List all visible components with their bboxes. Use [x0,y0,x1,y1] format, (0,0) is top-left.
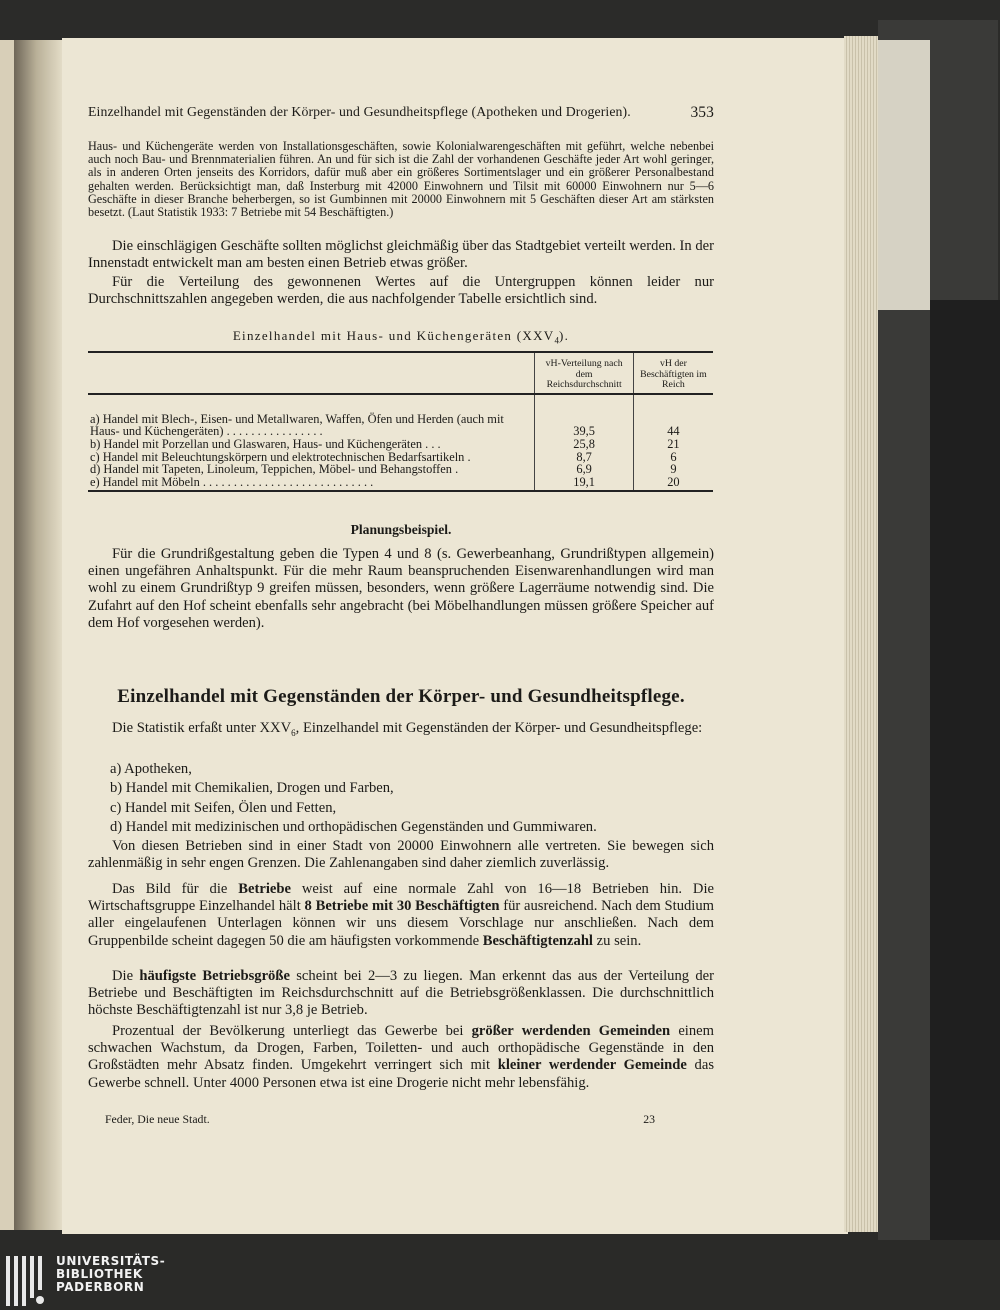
picture-paragraph [88,881,714,950]
bold-run: Beschäftigtenzahl [482,932,593,949]
page-number: 353 [690,104,714,121]
footer-signature: 23 [643,1112,655,1126]
section-intro-b: , Einzelhandel mit Gegenständen der Körper- und Gesundheitspflege: [295,720,703,736]
list-item: d) Handel mit medizinischen und orthopädischen Gegenständen und Gummiwaren. [110,819,597,836]
text-run: weist auf eine normale Zahl von 16—18 Betrieben hin. Die Wirtschaftsgruppe Einzelhandel hält [88,881,715,915]
size-paragraph [88,968,714,1020]
bold-run: 8 Betriebe mit 30 Beschäftigten [304,898,500,915]
logo-line-1: UNIVERSITÄTS- [56,1254,166,1268]
bold-run: kleiner werdender Gemeinde [497,1057,687,1074]
page-stack-edge [844,36,878,1232]
section-intro-paragraph [88,720,714,742]
table-title [88,328,714,346]
row-label: c) Handel mit Beleuchtungskörpern und elektrotechnischen Bedarfsartikeln . [90,449,471,464]
percent-paragraph [88,1023,714,1092]
library-logo-text [56,1255,165,1294]
intro-small-paragraph: Haus- und Küchengeräte werden von Installationsgeschäften, sowie Kolonialwarengeschäften mit geführt, welche nebenbei auch noch Bau- und Brennmaterialien führen. An und für sich ist die Zahl der vorhandenen Geschäfte jeder Art wohl geringer, als in anderen Orten jenseits des Korridors, dafür muß aber ein größeres Sortimentslager und ein größerer Personalbestand gehalten werden. Berücksichtigt man, daß Insterburg mit 42000 Einwohnern und Tilsit mit 60000 Einwohnern nur 5—6 Geschäfte in dieser Branche beherbergen, so ist Gumbinnen mit 20000 Einwohnern mit 5 Geschäften dieser Art am stärksten besetzt. (Laut Statistik 1933: 7 Betriebe mit 54 Beschäftigten.) [88,139,714,220]
row-share: 8,7 [535,451,633,464]
list-item: a) Apotheken, [110,761,192,777]
table-row [88,476,713,492]
table-title-end: ). [558,328,570,343]
bold-run: Betriebe [238,881,291,897]
table-header-row [88,352,713,394]
table-row [88,438,713,451]
list-item: c) Handel mit Seifen, Ölen und Fetten, [110,799,337,816]
table-header-share: vH-Verteilung nach dem Reichsdurchschnitt [535,352,633,394]
row-label: d) Handel mit Tapeten, Linoleum, Teppichen, Möbel- und Behangstoffen . [90,462,459,477]
subgroups-paragraph [88,274,714,308]
row-employed: 21 [633,438,713,451]
planning-text: Für die Grundrißgestaltung geben die Typen 4 und 8 (s. Gewerbeanhang, Grundrißtypen allgemein) einen ungefähren Anhaltspunkt. Für die mehr Raum beanspruchenden Eisenwarenhandlungen wird man wohl zu einem Grundrißtyp 9 greifen müssen, besonders, wenn größere Lagerräume notwendig sind. Die Zufahrt auf den Hof scheint ebenfalls sehr angebracht (bei Möbelhandlungen müssen größere Speicher auf dem Hof vorgesehen werden). [88,546,714,631]
cover-label-strip [878,40,930,310]
row-employed: 6 [633,451,713,464]
text-run: zu sein. [593,932,642,949]
text-run: scheint bei 2—3 zu liegen. Man erkennt das aus der Verteilung der Betriebe und Beschäftigten im Reichsdurchschnitt auf die Betriebsgrößenklassen. Die durchschnittlich höchste Beschäftigtenzahl ist nur 3,8 je Betrieb. [88,968,714,1019]
section-intro-subscript: 6 [291,727,296,738]
bold-run: größer werdenden Gemeinden [471,1023,671,1039]
businesses-text: Von diesen Betrieben sind in einer Stadt von 20000 Einwohnern alle vertreten. Sie bewegen sich zahlenmäßig in sehr engen Grenzen. Die Zahlenangaben sind daher ziemlich zuverlässig. [88,838,714,872]
table-row [88,394,713,438]
text-run: das Gewerbe schnell. Unter 4000 Personen etwa ist eine Drogerie nicht mehr lebensfähig. [88,1057,715,1091]
running-title: Einzelhandel mit Gegenständen der Körper- und Gesundheitspflege (Apotheken und Drogerien). [88,104,631,119]
library-logo-icon [6,1256,50,1306]
row-employed: 44 [633,394,713,438]
text-run: Prozentual der Bevölkerung unterliegt das Gewerbe bei [112,1023,472,1039]
table-title-subscript: 4 [554,335,559,346]
row-employed: 20 [633,476,713,492]
section-heading: Einzelhandel mit Gegenständen der Körper- und Gesundheitspflege. [117,686,685,707]
list-item: b) Handel mit Chemikalien, Drogen und Farben, [110,780,394,797]
running-head [88,104,714,122]
businesses-paragraph [88,838,714,872]
text-run: für ausreichend. Nach dem Studium aller eingelaufenen Unterlagen können wir uns diesem Vorschlage nur anschließen. Nach dem Gruppenbilde scheint dagegen 50 die am häufigsten vorkommende [88,898,714,949]
subgroups-text: Für die Verteilung des gewonnenen Wertes auf die Untergruppen können leider nur Durchschnittszahlen angegeben werden, die aus nachfolgender Tabelle ersichtlich sind. [88,274,714,308]
page-footer [105,1112,655,1127]
row-label: a) Handel mit Blech-, Eisen- und Metallwaren, Waffen, Öfen und Herden (auch mit Haus- und Küchengeräten) . . . . . . . . . . . . . . . . [90,411,504,439]
row-share: 6,9 [535,463,633,476]
row-share: 39,5 [535,394,633,438]
category-list [110,760,710,838]
planning-heading: Planungsbeispiel. [350,522,452,537]
text-run: Die [112,968,140,984]
table-header-label [88,352,535,394]
table-row [88,463,713,476]
table-header-employed: vH der Beschäftigten im Reich [633,352,713,394]
text-run: einem schwachen Wachstum, da Drogen, Farben, Toiletten- und auch orthopädische Gegenstände in den Großstädten mehr Absatz finden. Umgekehrt verringert sich mit [88,1023,714,1074]
distribution-text: Die einschlägigen Geschäfte sollten möglichst gleichmäßig über das Stadtgebiet verteilt werden. In der Innenstadt entwickelt man am besten einen Betrieb etwas größer. [88,238,714,272]
row-label: b) Handel mit Porzellan und Glaswaren, Haus- und Küchengeräten . . . [90,436,441,451]
logo-line-2: BIBLIOTHEK [56,1267,143,1281]
row-share: 19,1 [535,476,633,492]
planning-paragraph [88,546,714,632]
distribution-paragraph [88,238,714,272]
left-page-edge [0,40,14,1230]
section-intro-a: Die Statistik erfaßt unter XXV [112,720,292,736]
cover-dark-strip [930,300,1000,1240]
kitchenware-table [88,351,713,492]
row-share: 25,8 [535,438,633,451]
logo-line-3: PADERBORN [56,1280,145,1294]
text-run: Das Bild für die [112,881,239,897]
bold-run: häufigste Betriebsgröße [139,968,290,984]
book-gutter [14,40,64,1230]
row-label: e) Handel mit Möbeln . . . . . . . . . . . . . . . . . . . . . . . . . . . . [88,476,535,492]
table-title-text: Einzelhandel mit Haus- und Küchengeräten (XXV [232,328,555,343]
row-employed: 9 [633,463,713,476]
footer-author: Feder, Die neue Stadt. [105,1112,210,1126]
